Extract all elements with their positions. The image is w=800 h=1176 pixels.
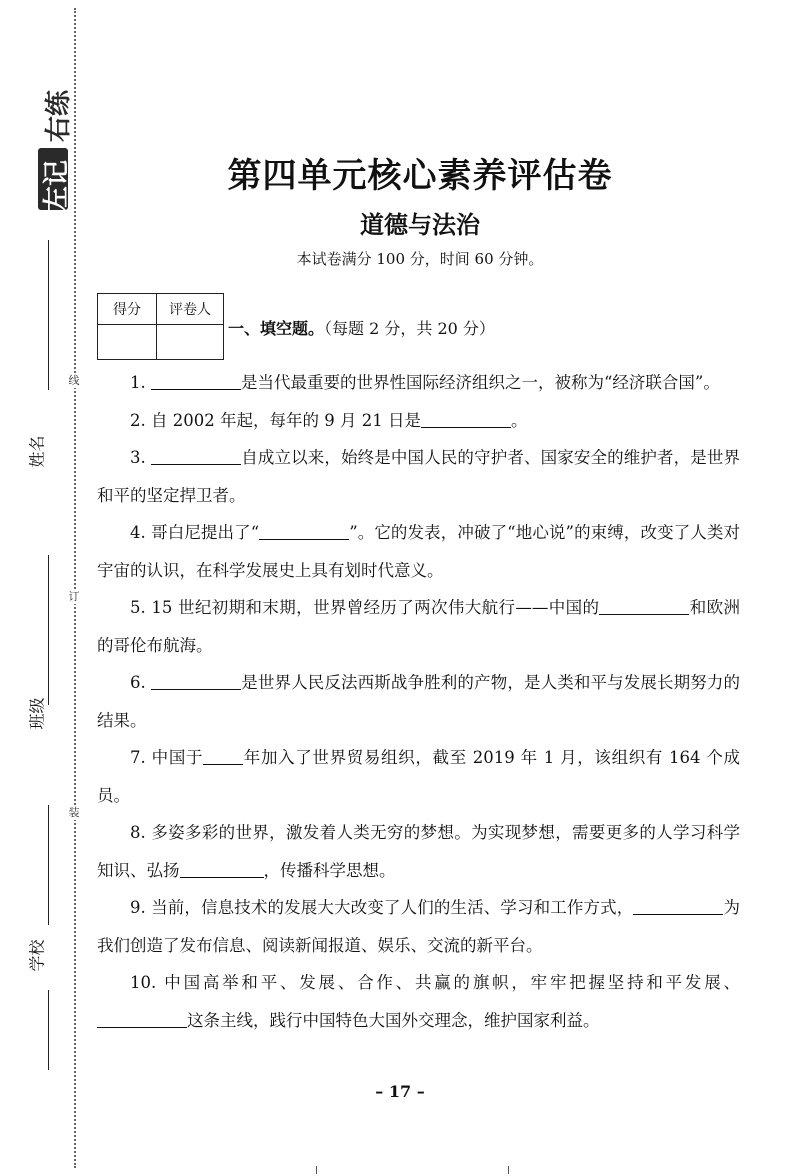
answer-blank[interactable] bbox=[259, 522, 349, 540]
question-6: 6. 是世界人民反法西斯战争胜利的产物，是人类和平与发展长期努力的结果。 bbox=[97, 673, 740, 730]
cut-mark-line: 线 bbox=[66, 374, 82, 388]
answer-blank[interactable] bbox=[421, 409, 511, 427]
answer-blank[interactable] bbox=[151, 372, 241, 390]
answer-blank[interactable] bbox=[180, 859, 264, 877]
page-number: – 17 – bbox=[375, 1082, 425, 1101]
score-header: 得分 bbox=[98, 294, 157, 325]
question-8: 8. 多姿多彩的世界，激发着人类无穷的梦想。为实现梦想，需要更多的人学习科学知识、弘扬 ，传播科学思想。 bbox=[97, 823, 740, 880]
school-label: 学校 bbox=[27, 939, 47, 972]
trim-mark bbox=[316, 1166, 317, 1174]
question-9: 9. 当前，信息技术的发展大大改变了人们的生活、学习和工作方式， 为我们创造了发布信息、阅读新闻报道、娱乐、交流的新平台。 bbox=[97, 898, 741, 955]
name-field-line bbox=[48, 240, 49, 390]
cut-mark-bind: 订 bbox=[66, 590, 82, 604]
answer-blank[interactable] bbox=[203, 747, 243, 765]
answer-blank[interactable] bbox=[97, 1009, 187, 1027]
name-label: 姓名 bbox=[27, 435, 47, 468]
class-field-line bbox=[48, 555, 49, 705]
binding-margin bbox=[0, 0, 90, 1176]
cut-line bbox=[74, 8, 76, 1168]
subject-title: 道德与法治 bbox=[360, 211, 480, 239]
brand-logo bbox=[30, 80, 74, 216]
question-4: 4. 哥白尼提出了“ ”。它的发表，冲破了“地心说”的束缚，改变了人类对宇宙的认识，在科学发展史上具有划时代意义。 bbox=[97, 523, 741, 580]
score-table bbox=[97, 293, 224, 360]
class-label: 班级 bbox=[27, 697, 47, 730]
school-field-line bbox=[48, 805, 49, 925]
trim-mark bbox=[508, 1166, 509, 1174]
question-2: 2. 自 2002 年起，每年的 9 月 21 日是 。 bbox=[130, 410, 528, 430]
school-field-line-lower bbox=[48, 990, 49, 1070]
answer-blank[interactable] bbox=[151, 672, 241, 690]
question-7: 7. 中国于 年加入了世界贸易组织，截至 2019 年 1 月，该组织有 164 个成员。 bbox=[97, 748, 741, 805]
section-heading bbox=[228, 316, 495, 339]
section-note: （每题 2 分，共 20 分） bbox=[324, 319, 495, 338]
question-3: 3. 自成立以来，始终是中国人民的守护者、国家安全的维护者，是世界和平的坚定捍卫者。 bbox=[97, 448, 740, 505]
grader-cell[interactable] bbox=[157, 325, 224, 360]
exam-title: 第四单元核心素养评估卷 bbox=[227, 156, 613, 196]
answer-blank[interactable] bbox=[633, 897, 723, 915]
question-10: 10. 中国高举和平、发展、合作、共赢的旗帜，牢牢把握坚持和平发展、这条主线，践行中国特色大国外交理念，维护国家利益。 bbox=[97, 964, 740, 1039]
logo-left-text: 左记 bbox=[42, 159, 72, 212]
question-1: 1. 是当代最重要的世界性国际经济组织之一，被称为“经济联合国”。 bbox=[130, 373, 720, 392]
exam-info: 本试卷满分 100 分，时间 60 分钟。 bbox=[296, 250, 544, 268]
question-5: 5. 15 世纪初期和末期，世界曾经历了两次伟大航行——中国的 和欧洲的哥伦布航海。 bbox=[97, 598, 741, 655]
answer-blank[interactable] bbox=[599, 597, 689, 615]
logo-right-text: 右练 bbox=[44, 89, 74, 142]
cut-mark-staple: 装 bbox=[66, 806, 82, 820]
answer-blank[interactable] bbox=[151, 447, 241, 465]
section-title: 一、填空题。 bbox=[228, 319, 325, 338]
grader-header: 评卷人 bbox=[157, 294, 224, 325]
score-cell[interactable] bbox=[98, 325, 157, 360]
question-list bbox=[97, 364, 740, 1039]
